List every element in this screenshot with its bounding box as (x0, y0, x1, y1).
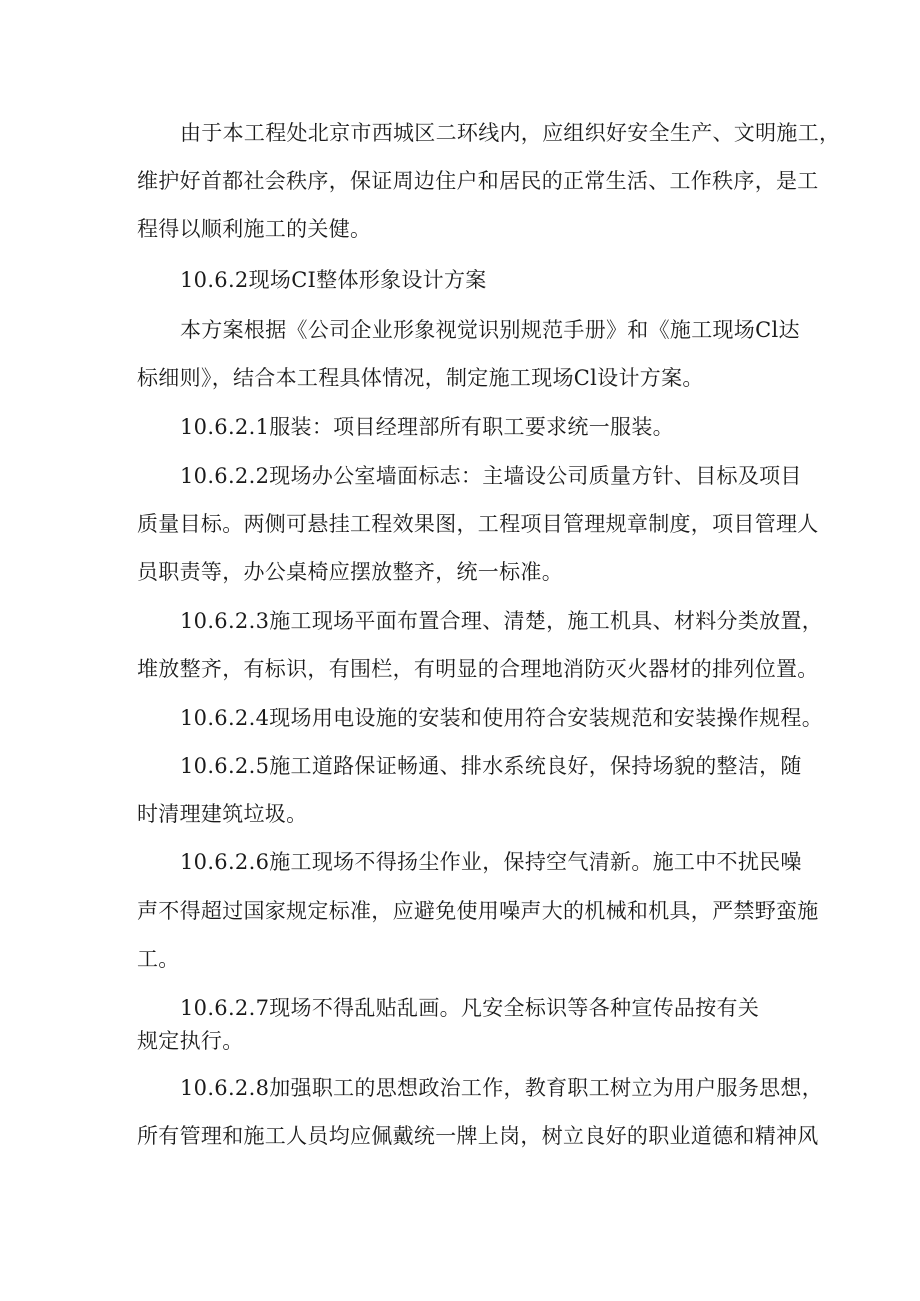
section-heading: 10.6.2现场CI整体形象设计方案 (180, 268, 487, 292)
text-line: 10.6.2.7现场不得乱贴乱画。凡安全标识等各种宣传品按有关 (180, 996, 760, 1020)
text-line: 10.6.2.6施工现场不得扬尘作业，保持空气清新。施工中不扰民噪 (180, 850, 802, 874)
text-line: 由于本工程处北京市西城区二环线内，应组织好安全生产、文明施工， (180, 121, 841, 145)
text-line: 程得以顺利施工的关健。 (137, 217, 372, 241)
text-line: 声不得超过国家规定标准，应避免使用噪声大的机械和机具，严禁野蛮施 (137, 899, 819, 923)
text-line: 10.6.2.8加强职工的思想政治工作，教育职工树立为用户服务思想， (180, 1076, 824, 1100)
text-line: 10.6.2.2现场办公室墙面标志：主墙设公司质量方针、目标及项目 (180, 464, 802, 488)
text-line: 10.6.2.4现场用电设施的安装和使用符合安装规范和安装操作规程。 (180, 706, 824, 730)
text-line: 工。 (137, 947, 180, 971)
text-line: 员职责等，办公桌椅应摆放整齐，统一标准。 (137, 560, 563, 584)
text-line: 维护好首都社会秩序，保证周边住户和居民的正常生活、工作秩序，是工 (137, 169, 819, 193)
text-line: 规定执行。 (137, 1029, 244, 1053)
text-line: 时清理建筑垃圾。 (137, 802, 308, 826)
text-line: 堆放整齐，有标识，有围栏，有明显的合理地消防灭火器材的排列位置。 (137, 657, 819, 681)
text-line: 质量目标。两侧可悬挂工程效果图，工程项目管理规章制度，项目管理人 (137, 512, 819, 536)
text-line: 本方案根据《公司企业形象视觉识别规范手册》和《施工现场Cl达 (180, 318, 800, 342)
text-line: 所有管理和施工人员均应佩戴统一牌上岗，树立良好的职业道德和精神风 (137, 1124, 819, 1148)
text-line: 10.6.2.5施工道路保证畅通、排水系统良好，保持场貌的整洁，随 (180, 754, 802, 778)
text-line: 10.6.2.1服装：项目经理部所有职工要求统一服装。 (180, 415, 674, 439)
text-line: 10.6.2.3施工现场平面布置合理、清楚，施工机具、材料分类放置， (180, 609, 824, 633)
text-line: 标细则》，结合本工程具体情况，制定施工现场Cl设计方案。 (137, 366, 704, 390)
